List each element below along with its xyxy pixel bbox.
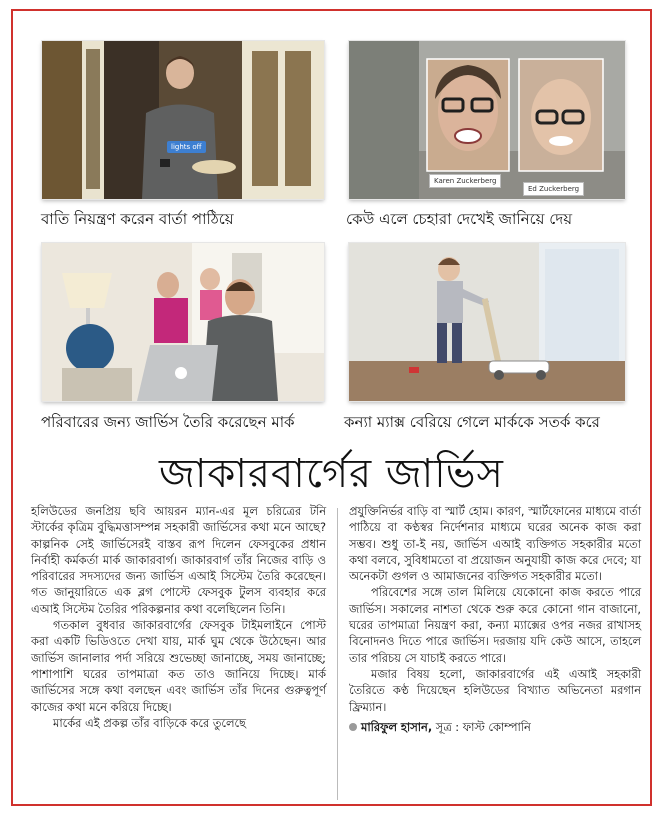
article-paragraph: পরিবেশের সঙ্গে তাল মিলিয়ে যেকোনো কাজ করতে পারে জার্ভিস। সকালের নাশতা থেকে শুরু করে কোনো গান বাজানো, ঘরের তাপমাত্রা নিয়ন্ত্রণ করা, কন্যা ম্যাক্সের ওপর নজর রাখাসহ বিনোদনও দিতে পারে জার্ভিস। দরজায় যদি কেউ আসে, তাহলে তার পরিচয় সে যাচাই করতে পারে।	[349, 585, 641, 665]
photo-face-recognition	[349, 41, 625, 199]
article-paragraph: মার্কের এই প্রকল্প তাঁর বাড়িকে করে তুলেছে	[53, 715, 246, 730]
face-label-ed: Ed Zuckerberg	[523, 182, 584, 196]
photo-lights-control-image	[42, 41, 324, 199]
byline	[349, 719, 641, 735]
column-divider	[337, 508, 338, 800]
photo-lights-control	[42, 41, 324, 199]
caption-daughter-max: কন্যা ম্যাক্স বেরিয়ে গেলে মার্ককে সতর্ক করে	[344, 413, 600, 431]
article-left-column	[31, 503, 326, 731]
byline-source: সূত্র : ফাস্ট কোম্পানি	[435, 719, 531, 734]
lights-off-message: lights off	[167, 141, 206, 153]
caption-lights-control: বাতি নিয়ন্ত্রণ করেন বার্তা পাঠিয়ে	[41, 210, 234, 228]
face-label-karen: Karen Zuckerberg	[429, 174, 501, 188]
caption-family: পরিবারের জন্য জার্ভিস তৈরি করেছেন মার্ক	[41, 413, 295, 431]
photo-daughter-max	[349, 243, 625, 401]
article-paragraph: গতকাল বুধবার জাকারবার্গের ফেসবুক টাইমলাইনে পোস্ট করা একটি ভিডিওতে দেখা যায়, মার্ক ঘুম থেকে উঠেছেন। আর জার্ভিস জানালার পর্দা সরিয়ে শুভেচ্ছা জানাচ্ছে, সময় জানাচ্ছে; পাশাপাশি ঘরের তাপমাত্রা কত তাও জানিয়ে দিচ্ছে। মার্ক জার্ভিসের সঙ্গে কথা বলছেন এবং জার্ভিস তাঁর দিনের গুরুত্বপূর্ণ কাজের কথা মনে করিয়ে দিচ্ছে।	[31, 618, 326, 714]
article-paragraph: হলিউডের জনপ্রিয় ছবি আয়রন ম্যান-এর মূল চরিত্রের টনি স্টার্কের কৃত্রিম বুদ্ধিমত্তাসম্পন্ন সহকারী জার্ভিসের কথা মনে আছে? কাল্পনিক সেই জার্ভিসেরই বাস্তব রূপ দিলেন ফেসবুকের প্রধান নির্বাহী কর্মকর্তা মার্ক জাকারবার্গ। জাকারবার্গ তাঁর নিজের বাড়ি ও পরিবারের সদস্যদের জন্য জার্ভিস এআই সিস্টেম তৈরি করেছেন। গত জানুয়ারিতে এক ব্লগ পোস্টে ফেসবুক টুলস ব্যবহার করে এআই সিস্টেম তৈরির পরিকল্পনার কথা বলেছিলেন তিনি।	[31, 504, 326, 616]
newspaper-clipping	[11, 9, 652, 806]
headline: জাকারবার্গের জার্ভিস	[159, 451, 504, 497]
article-paragraph: প্রযুক্তিনির্ভর বাড়ি বা স্মার্ট হোম। কারণ, স্মার্টফোনের মাধ্যমে বার্তা পাঠিয়ে বা কণ্ঠস্বর নির্দেশনার মাধ্যমে ঘরের অনেক কাজ করা সম্ভব। শুধু তা-ই নয়, জার্ভিস এআই ব্যক্তিগত সহকারীর মতো কথা বলবে, সুবিধামতো বা প্রয়োজন অনুযায়ী কাজ করে দেবে; যা অনেকটা গুগল ও আমাজনের ব্যক্তিগত সহকারীর মতো।	[349, 504, 641, 584]
photo-family-image	[42, 243, 324, 401]
bullet-icon	[349, 723, 357, 731]
byline-author: মারিফুল হাসান,	[361, 719, 433, 734]
photo-family	[42, 243, 324, 401]
article-right-column	[349, 503, 641, 735]
article-paragraph: মজার বিষয় হলো, জাকারবার্গের এই এআই সহকারী তৈরিতে কণ্ঠ দিয়েছেন হলিউডের বিখ্যাত অভিনেতা মরগান ফ্রিম্যান।	[349, 666, 641, 714]
caption-face-recognition: কেউ এলে চেহারা দেখেই জানিয়ে দেয়	[346, 210, 573, 228]
photo-daughter-max-image	[349, 243, 625, 401]
